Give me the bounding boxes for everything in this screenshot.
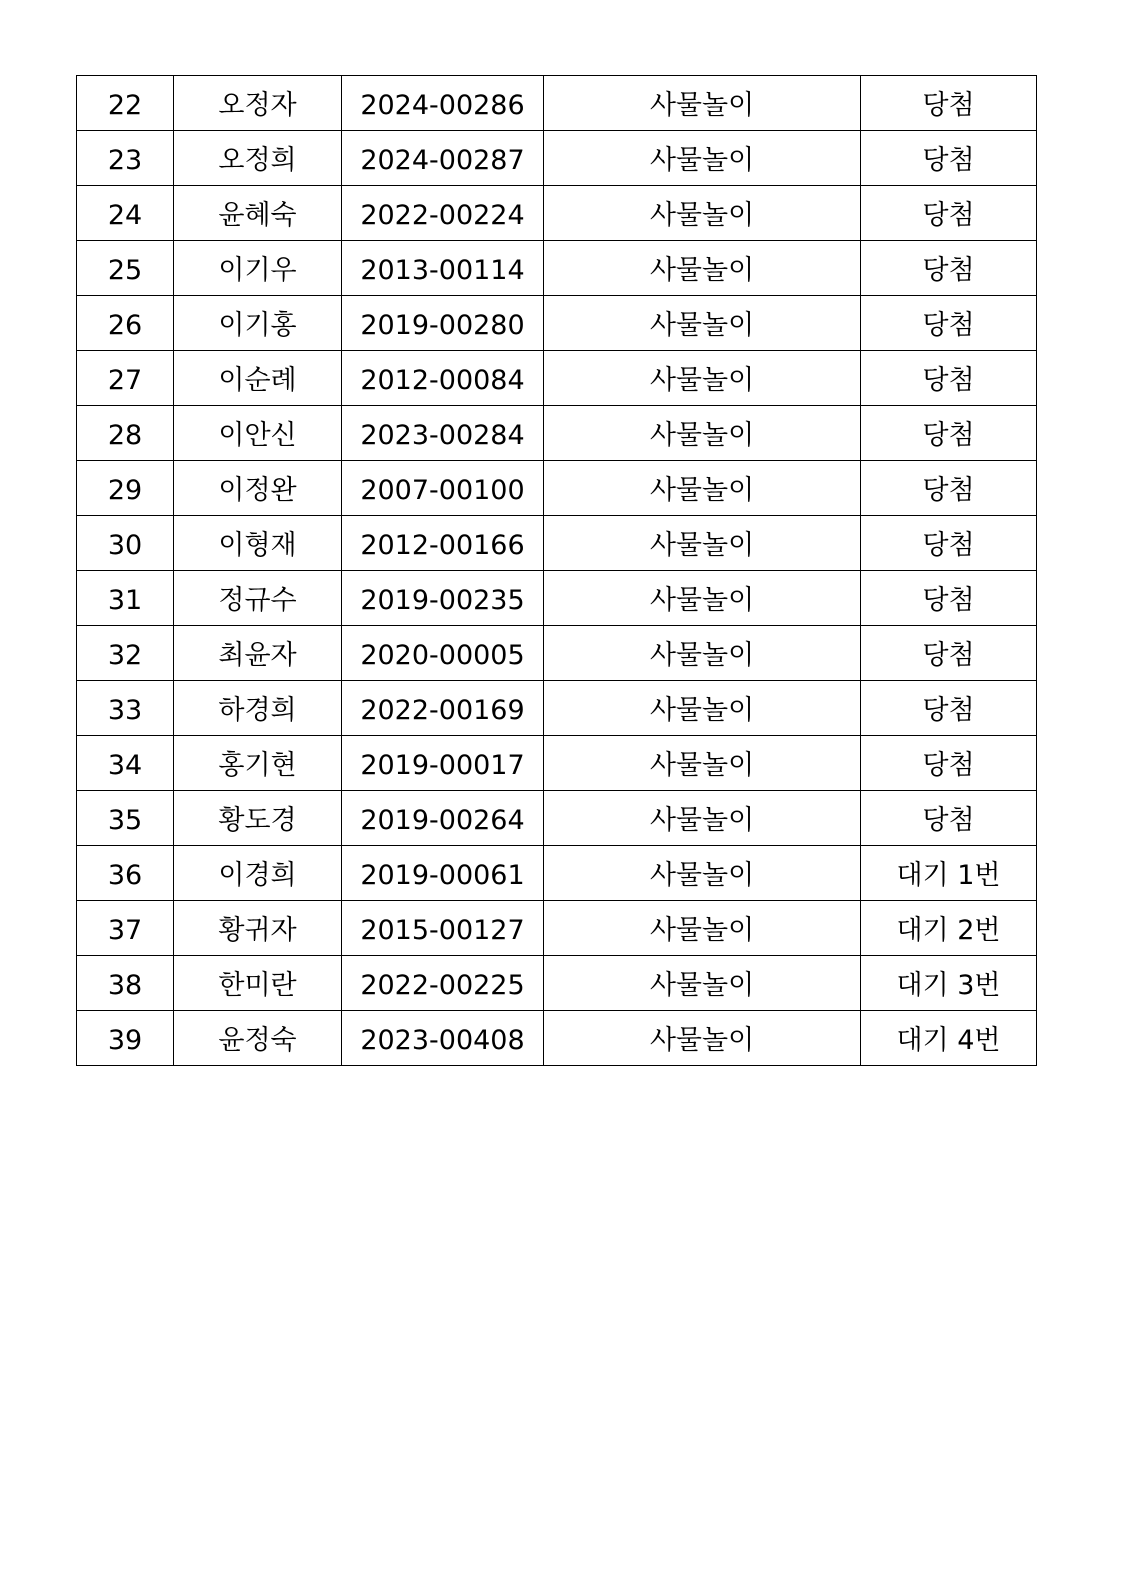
program-cell: 사물놀이 bbox=[544, 626, 861, 681]
result-status-cell: 당첨 bbox=[861, 186, 1037, 241]
row-number-cell: 39 bbox=[77, 1011, 174, 1066]
row-number-cell: 32 bbox=[77, 626, 174, 681]
registration-id-cell: 2022-00224 bbox=[342, 186, 544, 241]
applicant-name-cell: 이순례 bbox=[174, 351, 342, 406]
row-number-cell: 23 bbox=[77, 131, 174, 186]
result-status-cell: 당첨 bbox=[861, 461, 1037, 516]
result-status-cell: 당첨 bbox=[861, 571, 1037, 626]
table-row bbox=[77, 131, 1037, 186]
row-number-cell: 27 bbox=[77, 351, 174, 406]
applicant-name-cell: 황귀자 bbox=[174, 901, 342, 956]
result-status-cell: 당첨 bbox=[861, 681, 1037, 736]
row-number-cell: 30 bbox=[77, 516, 174, 571]
registration-id-cell: 2012-00084 bbox=[342, 351, 544, 406]
table-row bbox=[77, 461, 1037, 516]
table-row bbox=[77, 351, 1037, 406]
table-row bbox=[77, 1011, 1037, 1066]
result-status-cell: 당첨 bbox=[861, 76, 1037, 131]
table-row bbox=[77, 571, 1037, 626]
applicant-name-cell: 정규수 bbox=[174, 571, 342, 626]
applicant-name-cell: 황도경 bbox=[174, 791, 342, 846]
applicant-name-cell: 한미란 bbox=[174, 956, 342, 1011]
result-status-cell: 당첨 bbox=[861, 131, 1037, 186]
table-row bbox=[77, 736, 1037, 791]
applicant-name-cell: 오정희 bbox=[174, 131, 342, 186]
applicant-name-cell: 이안신 bbox=[174, 406, 342, 461]
table-row bbox=[77, 681, 1037, 736]
program-cell: 사물놀이 bbox=[544, 956, 861, 1011]
applicant-name-cell: 홍기현 bbox=[174, 736, 342, 791]
program-cell: 사물놀이 bbox=[544, 1011, 861, 1066]
program-cell: 사물놀이 bbox=[544, 296, 861, 351]
registration-id-cell: 2024-00286 bbox=[342, 76, 544, 131]
result-status-cell: 대기 2번 bbox=[861, 901, 1037, 956]
lottery-result-table bbox=[76, 75, 1037, 1066]
result-status-cell: 당첨 bbox=[861, 406, 1037, 461]
program-cell: 사물놀이 bbox=[544, 186, 861, 241]
applicant-name-cell: 윤혜숙 bbox=[174, 186, 342, 241]
program-cell: 사물놀이 bbox=[544, 681, 861, 736]
registration-id-cell: 2019-00017 bbox=[342, 736, 544, 791]
table-row bbox=[77, 406, 1037, 461]
result-status-cell: 대기 1번 bbox=[861, 846, 1037, 901]
registration-id-cell: 2012-00166 bbox=[342, 516, 544, 571]
program-cell: 사물놀이 bbox=[544, 791, 861, 846]
registration-id-cell: 2023-00408 bbox=[342, 1011, 544, 1066]
result-status-cell: 대기 4번 bbox=[861, 1011, 1037, 1066]
row-number-cell: 25 bbox=[77, 241, 174, 296]
registration-id-cell: 2015-00127 bbox=[342, 901, 544, 956]
result-status-cell: 당첨 bbox=[861, 296, 1037, 351]
program-cell: 사물놀이 bbox=[544, 571, 861, 626]
applicant-name-cell: 하경희 bbox=[174, 681, 342, 736]
row-number-cell: 22 bbox=[77, 76, 174, 131]
result-status-cell: 당첨 bbox=[861, 791, 1037, 846]
applicant-name-cell: 윤정숙 bbox=[174, 1011, 342, 1066]
program-cell: 사물놀이 bbox=[544, 131, 861, 186]
row-number-cell: 35 bbox=[77, 791, 174, 846]
row-number-cell: 29 bbox=[77, 461, 174, 516]
applicant-name-cell: 이기홍 bbox=[174, 296, 342, 351]
registration-id-cell: 2019-00061 bbox=[342, 846, 544, 901]
table-row bbox=[77, 846, 1037, 901]
registration-id-cell: 2022-00225 bbox=[342, 956, 544, 1011]
row-number-cell: 36 bbox=[77, 846, 174, 901]
applicant-name-cell: 이경희 bbox=[174, 846, 342, 901]
result-status-cell: 대기 3번 bbox=[861, 956, 1037, 1011]
applicant-name-cell: 이형재 bbox=[174, 516, 342, 571]
row-number-cell: 28 bbox=[77, 406, 174, 461]
table-row bbox=[77, 901, 1037, 956]
row-number-cell: 31 bbox=[77, 571, 174, 626]
row-number-cell: 34 bbox=[77, 736, 174, 791]
table-row bbox=[77, 791, 1037, 846]
registration-id-cell: 2020-00005 bbox=[342, 626, 544, 681]
program-cell: 사물놀이 bbox=[544, 241, 861, 296]
table-row bbox=[77, 241, 1037, 296]
registration-id-cell: 2023-00284 bbox=[342, 406, 544, 461]
table-row bbox=[77, 956, 1037, 1011]
table-row bbox=[77, 76, 1037, 131]
table-body bbox=[77, 76, 1037, 1066]
program-cell: 사물놀이 bbox=[544, 461, 861, 516]
applicant-name-cell: 이정완 bbox=[174, 461, 342, 516]
program-cell: 사물놀이 bbox=[544, 846, 861, 901]
result-status-cell: 당첨 bbox=[861, 241, 1037, 296]
registration-id-cell: 2019-00280 bbox=[342, 296, 544, 351]
registration-id-cell: 2013-00114 bbox=[342, 241, 544, 296]
table-row bbox=[77, 516, 1037, 571]
registration-id-cell: 2007-00100 bbox=[342, 461, 544, 516]
row-number-cell: 33 bbox=[77, 681, 174, 736]
registration-id-cell: 2022-00169 bbox=[342, 681, 544, 736]
result-status-cell: 당첨 bbox=[861, 351, 1037, 406]
registration-id-cell: 2019-00264 bbox=[342, 791, 544, 846]
row-number-cell: 24 bbox=[77, 186, 174, 241]
result-status-cell: 당첨 bbox=[861, 626, 1037, 681]
row-number-cell: 37 bbox=[77, 901, 174, 956]
row-number-cell: 38 bbox=[77, 956, 174, 1011]
program-cell: 사물놀이 bbox=[544, 406, 861, 461]
program-cell: 사물놀이 bbox=[544, 736, 861, 791]
registration-id-cell: 2019-00235 bbox=[342, 571, 544, 626]
row-number-cell: 26 bbox=[77, 296, 174, 351]
result-status-cell: 당첨 bbox=[861, 516, 1037, 571]
program-cell: 사물놀이 bbox=[544, 516, 861, 571]
result-status-cell: 당첨 bbox=[861, 736, 1037, 791]
program-cell: 사물놀이 bbox=[544, 901, 861, 956]
program-cell: 사물놀이 bbox=[544, 76, 861, 131]
program-cell: 사물놀이 bbox=[544, 351, 861, 406]
table-row bbox=[77, 296, 1037, 351]
applicant-name-cell: 최윤자 bbox=[174, 626, 342, 681]
registration-id-cell: 2024-00287 bbox=[342, 131, 544, 186]
applicant-name-cell: 오정자 bbox=[174, 76, 342, 131]
table-row bbox=[77, 186, 1037, 241]
applicant-name-cell: 이기우 bbox=[174, 241, 342, 296]
table-row bbox=[77, 626, 1037, 681]
